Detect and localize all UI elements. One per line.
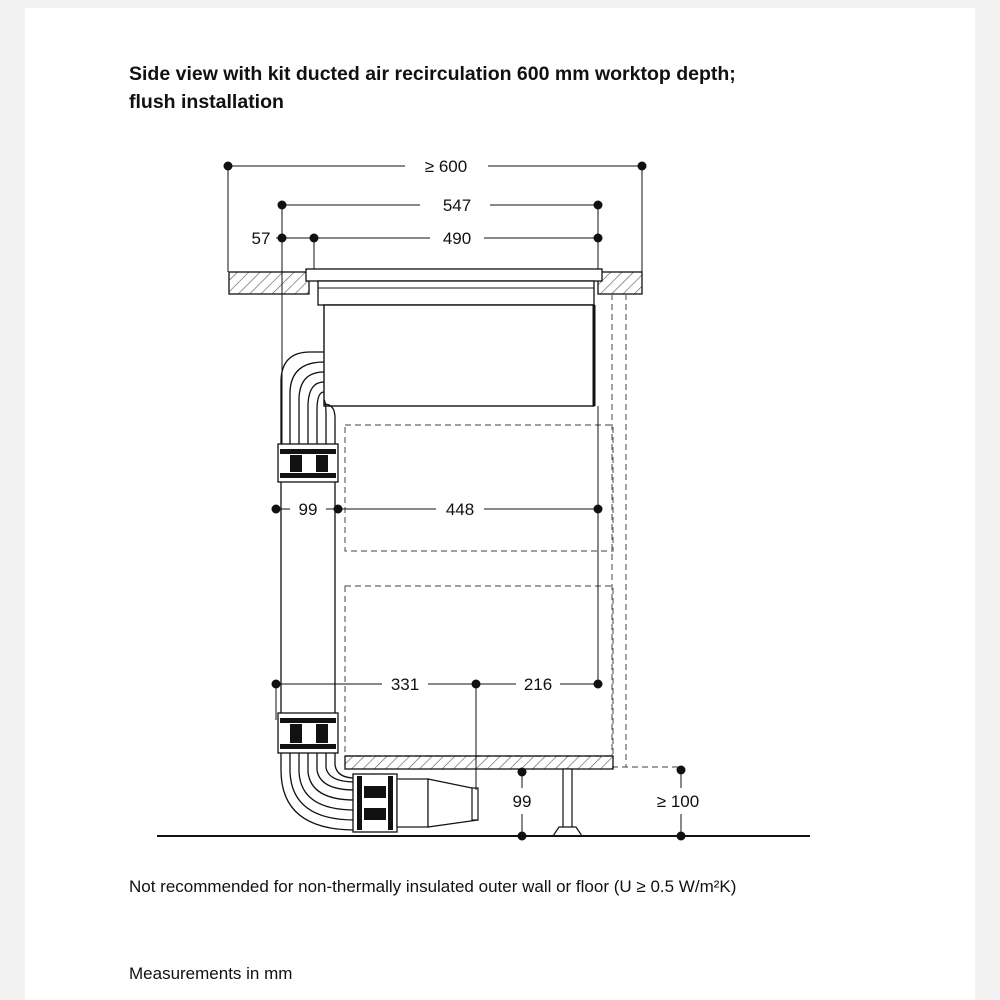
dim-plinth-height-label: 99	[512, 792, 532, 811]
outlet-diffuser	[428, 779, 478, 827]
upper-drawer-outline	[345, 425, 613, 551]
dim-worktop-depth-dot-right	[638, 162, 647, 171]
upper-bend-rib-5	[324, 400, 326, 445]
horizontal-connector-band-left	[357, 776, 362, 830]
title-line-2: flush installation	[129, 91, 284, 113]
dim-bend-to-back-dot-right	[594, 680, 603, 689]
lower-connector-clip-right	[316, 724, 328, 743]
vertical-duct	[281, 352, 335, 720]
worktop-left-section	[229, 272, 309, 294]
dim-overall-width-dot-left	[278, 201, 287, 210]
lower-connector-band-bottom	[280, 744, 336, 749]
units-note: Measurements in mm	[129, 964, 293, 983]
lower-drawer-outline	[345, 586, 613, 756]
dim-duct-to-bend-label: 331	[390, 675, 420, 694]
dim-front-offset-label: 57	[251, 229, 271, 248]
upper-bend-rib-3	[308, 382, 324, 445]
dim-overall-width-dot-right	[594, 201, 603, 210]
upper-bend-rib-4	[317, 392, 324, 445]
plinth-foot	[553, 769, 582, 836]
dim-cutout-width-label: 490	[442, 229, 472, 248]
upper-connector-clip-right	[316, 455, 328, 472]
upper-duct-connector	[278, 444, 338, 482]
dim-cutout-width-dot-right	[594, 234, 603, 243]
cooktop	[306, 269, 602, 305]
dim-bend-to-back-label: 216	[523, 675, 553, 694]
horizontal-connector-clip-bottom	[364, 808, 386, 820]
dim-unit-depth-dot-right	[594, 505, 603, 514]
horizontal-duct-connector	[353, 774, 397, 832]
upper-connector-clip-left	[290, 455, 302, 472]
dim-overall-width-label: 547	[442, 196, 472, 215]
air-outlet	[397, 779, 478, 827]
dim-rear-gap-dot-bottom	[677, 832, 686, 841]
dim-unit-depth-label: 448	[445, 500, 475, 519]
dim-worktop-depth-label: ≥ 600	[424, 157, 468, 176]
dim-front-offset-dot-left	[278, 234, 287, 243]
extractor-housing	[324, 305, 594, 406]
dim-plinth-height-dot-top	[518, 768, 527, 777]
lower-connector-band-top	[280, 718, 336, 723]
horizontal-connector-band-right	[388, 776, 393, 830]
title-line-1: Side view with kit ducted air recirculation 600 mm worktop depth;	[129, 63, 736, 85]
dim-worktop-depth-dot-left	[224, 162, 233, 171]
dim-rear-gap-label: ≥ 100	[656, 792, 700, 811]
lower-connector-clip-left	[290, 724, 302, 743]
dim-duct-offset-label: 99	[298, 500, 318, 519]
outlet-tube	[397, 779, 428, 827]
outlet-grille	[472, 788, 478, 820]
cooktop-glass	[306, 269, 602, 281]
foot-base	[553, 827, 582, 836]
upper-connector-band-bottom	[280, 473, 336, 478]
installation-note: Not recommended for non-thermally insulated outer wall or floor (U ≥ 0.5 W/m²K)	[129, 877, 737, 896]
worktop-right-section	[598, 272, 642, 294]
dim-duct-offset-dot-left	[272, 505, 281, 514]
foot-leg	[563, 769, 572, 829]
horizontal-connector-clip-top	[364, 786, 386, 798]
cabinet-base	[345, 756, 613, 769]
upper-bend-rib-1	[290, 362, 324, 445]
upper-connector-band-top	[280, 449, 336, 454]
cooktop-frame	[318, 281, 594, 305]
lower-duct-connector	[278, 713, 338, 753]
dim-plinth-height-dot-bottom	[518, 832, 527, 841]
dim-rear-gap-dot-top	[677, 766, 686, 775]
lower-duct-bend	[281, 753, 355, 830]
